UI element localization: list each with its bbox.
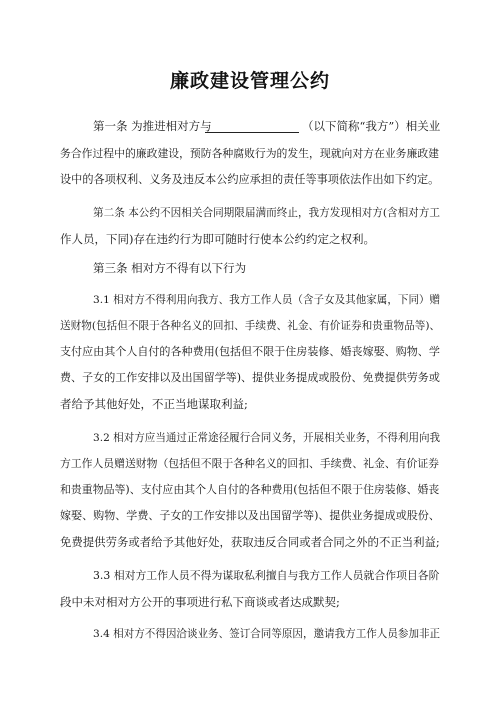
item31-line1-text: 3.1 相对方不得利用向我方、我方工作人员（含子女及其他家属，下同）赠 xyxy=(93,294,441,306)
item33-line2-text: 段中未对相对方公开的事项进行私下商谈或者达成默契; xyxy=(60,595,340,609)
item32-line4-text: 嫁娶、购物、学费、子女的工作安排以及出国留学等)、提供业务提成或股份、 xyxy=(60,509,440,522)
item32-line2-text: 方工作人员赠送财物（包括但不限于各种名义的回扣、手续费、礼金、有价证券 xyxy=(60,457,439,470)
item31-line2-text: 送财物(包括但不限于各种名义的回扣、手续费、礼金、有价证券和贵重物品等)、 xyxy=(60,319,441,332)
item31-line5-text: 者给予其他好处，不正当地谋取利益; xyxy=(60,397,248,411)
clause3-heading-text: 第三条 相对方不得有以下行为 xyxy=(93,261,247,275)
item32-line3-text: 和贵重物品等)、支付应由其个人自付的各种费用(包括但不限于住房装修、婚丧 xyxy=(60,483,440,496)
clause1-line1-end: （以下简称“我方”）相关业 xyxy=(302,119,441,133)
item31-line4-text: 费、子女的工作安排以及出国留学等)、提供业务提成或股份、免费提供劳务或 xyxy=(60,371,440,384)
item33-line1-text: 3.3 相对方工作人员不得为谋取私利擅自与我方工作人员就合作项目各阶 xyxy=(93,569,440,582)
item32-line5-text: 免费提供劳务或者给予其他好处，获取违反合同或者合同之外的不正当利益; xyxy=(60,535,440,549)
item34-line1-text: 3.4 相对方不得因洽谈业务、签订合同等原因，邀请我方工作人员参加非正 xyxy=(93,628,441,640)
clause2-line1-text: 第二条 本公约不因相关合同期限届满而终止，我方发现相对方(含相对方工 xyxy=(93,206,441,219)
item32-line1-text: 3.2 相对方应当通过正常途径履行合同义务，开展相关业务，不得利用向我 xyxy=(93,432,441,444)
clause1-line2-text: 务合作过程中的廉政建设，预防各种腐败行为的发生，现就向对方在业务廉政建 xyxy=(60,147,439,160)
clause1-line3-text: 设中的各项权利、义务及违反本公约应承担的责任等事项依法作出如下约定。 xyxy=(60,173,440,186)
party-name-blank xyxy=(205,132,299,133)
clause1-line1-start: 第一条 为推进相对方与 xyxy=(93,119,212,133)
item31-line3-text: 支付应由其个人自付的各种费用(包括但不限于住房装修、婚丧嫁娶、购物、学 xyxy=(60,345,440,358)
document-title: 廉政建设管理公约 xyxy=(169,70,330,92)
clause2-line2-text: 作人员，下同)存在违约行为即可随时行使本公约约定之权利。 xyxy=(60,232,375,246)
